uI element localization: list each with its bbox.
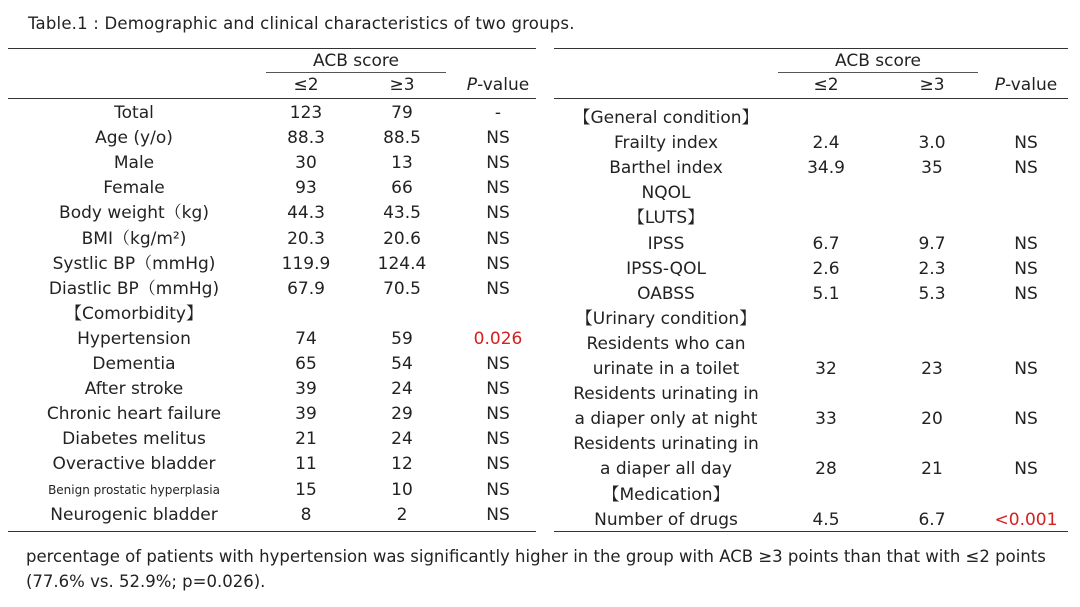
row-label: Overactive bladder	[52, 454, 216, 475]
value-ge3: 29	[391, 404, 413, 425]
row-label: Systlic BP（mmHg)	[52, 253, 216, 274]
value-ge3: 2.3	[918, 258, 946, 279]
row-label: Body weight（kg)	[59, 203, 209, 224]
value-ge3: 66	[391, 178, 413, 199]
col-p-header: P-value	[466, 75, 530, 95]
bottom-rule	[8, 531, 536, 532]
col-le2-header: ≤2	[293, 75, 319, 95]
row-label: a diaper only at night	[574, 409, 758, 430]
value-ge3: 20	[921, 409, 943, 430]
p-value: NS	[486, 454, 510, 475]
row-label: NQOL	[641, 183, 691, 204]
value-ge3: 24	[391, 379, 413, 400]
p-value: NS	[486, 203, 510, 224]
value-le2: 20.3	[287, 228, 325, 249]
value-ge3: 10	[391, 479, 413, 500]
col-ge3-header: ≥3	[389, 75, 415, 95]
value-ge3: 59	[391, 328, 413, 349]
header-rule	[554, 98, 1068, 99]
value-ge3: 23	[921, 359, 943, 379]
p-value: NS	[486, 404, 510, 425]
left-table	[8, 48, 536, 538]
value-le2: 15	[295, 479, 317, 500]
p-value: NS	[486, 278, 510, 299]
acb-score-header: ACB score	[835, 51, 921, 71]
row-label: Dementia	[92, 354, 176, 374]
row-label: 【Comorbidity】	[65, 303, 203, 324]
value-ge3: 2	[396, 504, 408, 525]
p-value: NS	[486, 504, 510, 525]
p-value: NS	[486, 479, 510, 500]
value-le2: 123	[289, 103, 323, 123]
row-label: Residents urinating in	[573, 384, 759, 405]
value-le2: 11	[295, 454, 317, 475]
row-label: Barthel index	[609, 158, 723, 179]
row-label: Number of drugs	[594, 509, 738, 530]
p-value: NS	[1014, 258, 1038, 279]
p-value: NS	[1014, 409, 1038, 430]
value-ge3: 24	[391, 429, 413, 450]
col-p-header: P-value	[994, 75, 1058, 95]
value-le2: 21	[295, 429, 317, 450]
row-label: Benign prostatic hyperplasia	[48, 482, 220, 497]
row-label: Neurogenic bladder	[50, 504, 218, 525]
row-label: Residents who can	[586, 333, 746, 354]
value-le2: 30	[295, 153, 317, 174]
value-ge3: 13	[391, 153, 413, 174]
acb-score-underline	[778, 72, 978, 73]
row-label: After stroke	[84, 379, 184, 400]
p-value: NS	[486, 253, 510, 274]
right-table	[554, 48, 1068, 538]
row-label: BMI（kg/m²)	[81, 228, 187, 249]
value-le2: 39	[295, 404, 317, 425]
p-value: NS	[486, 354, 510, 374]
row-label: urinate in a toilet	[592, 359, 740, 379]
value-ge3: 21	[921, 459, 943, 480]
col-ge3-header: ≥3	[919, 75, 945, 95]
p-value: NS	[486, 429, 510, 450]
value-le2: 74	[295, 328, 317, 349]
value-ge3: 124.4	[377, 253, 427, 274]
p-value: NS	[1014, 133, 1038, 154]
value-le2: 5.1	[812, 283, 840, 304]
row-label: 【LUTS】	[627, 208, 705, 229]
value-ge3: 70.5	[383, 278, 421, 299]
row-label: Age (y/o)	[95, 128, 173, 149]
p-value: NS	[486, 379, 510, 400]
value-le2: 88.3	[287, 128, 325, 149]
col-le2-header: ≤2	[813, 75, 839, 95]
p-value: NS	[486, 128, 510, 149]
row-label: Hypertension	[77, 328, 191, 349]
value-le2: 119.9	[281, 253, 331, 274]
value-ge3: 54	[391, 354, 413, 374]
row-label: IPSS	[647, 233, 685, 254]
value-ge3: 6.7	[918, 509, 946, 530]
row-label: Male	[113, 153, 155, 174]
p-value: NS	[1014, 359, 1038, 379]
value-le2: 44.3	[287, 203, 325, 224]
p-value: NS	[1014, 283, 1038, 304]
row-label: a diaper all day	[600, 459, 732, 480]
value-le2: 93	[295, 178, 317, 199]
p-value: -	[494, 103, 502, 123]
value-ge3: 88.5	[383, 128, 421, 149]
row-label: Diastlic BP（mmHg)	[48, 278, 220, 299]
value-ge3: 3.0	[918, 133, 946, 154]
row-label: 【General condition】	[573, 108, 759, 128]
row-label: Residents urinating in	[573, 434, 759, 455]
value-ge3: 12	[391, 454, 413, 475]
value-ge3: 20.6	[383, 228, 421, 249]
value-ge3: 35	[921, 158, 943, 179]
value-le2: 34.9	[807, 158, 845, 179]
value-ge3: 9.7	[918, 233, 946, 254]
p-value: <0.001	[994, 509, 1058, 530]
value-le2: 4.5	[812, 509, 840, 530]
p-value: NS	[1014, 459, 1038, 480]
row-label: Frailty index	[613, 133, 719, 154]
value-ge3: 43.5	[383, 203, 421, 224]
row-label: Female	[103, 178, 165, 199]
row-label: OABSS	[637, 283, 695, 304]
value-le2: 6.7	[812, 233, 840, 254]
bottom-rule	[554, 531, 1068, 532]
acb-score-underline	[266, 72, 446, 73]
footer-note: percentage of patients with hypertension was significantly higher in the group with ACB ≥3 points than that with ≤2 points (77.6% vs. 52.9%; p=0.026).	[26, 547, 1046, 591]
p-value: 0.026	[473, 328, 523, 349]
top-rule	[8, 48, 536, 49]
p-value: NS	[1014, 158, 1038, 179]
value-le2: 8	[300, 504, 312, 525]
value-le2: 65	[295, 354, 317, 374]
value-le2: 32	[815, 359, 837, 379]
row-label: Chronic heart failure	[46, 404, 222, 425]
value-le2: 2.6	[812, 258, 840, 279]
top-rule	[554, 48, 1068, 49]
value-ge3: 5.3	[918, 283, 946, 304]
value-le2: 39	[295, 379, 317, 400]
p-value: NS	[486, 228, 510, 249]
p-value: NS	[486, 178, 510, 199]
row-label: Total	[114, 103, 154, 123]
value-le2: 28	[815, 459, 837, 480]
header-rule	[8, 98, 536, 99]
row-label: 【Urinary condition】	[575, 308, 757, 329]
row-label: Diabetes melitus	[62, 429, 206, 450]
row-label: IPSS-QOL	[626, 258, 706, 279]
p-value: NS	[1014, 233, 1038, 254]
value-le2: 33	[815, 409, 837, 430]
p-value: NS	[486, 153, 510, 174]
value-ge3: 79	[391, 103, 413, 123]
row-label: 【Medication】	[602, 484, 730, 505]
table-caption: Table.1 : Demographic and clinical characteristics of two groups.	[28, 14, 575, 33]
value-le2: 67.9	[287, 278, 325, 299]
value-le2: 2.4	[812, 133, 840, 154]
acb-score-header: ACB score	[313, 51, 399, 71]
